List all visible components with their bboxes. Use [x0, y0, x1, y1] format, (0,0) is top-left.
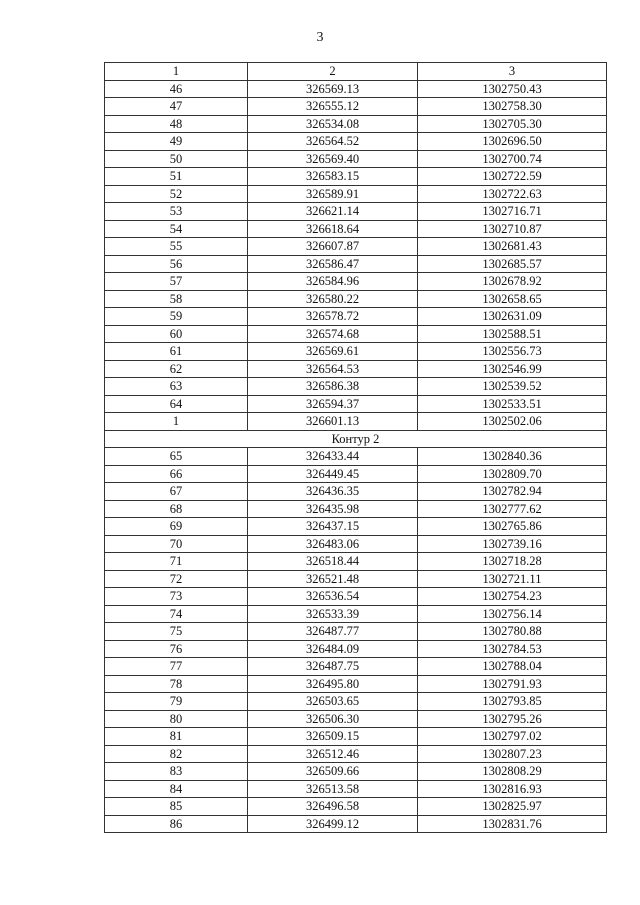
y-coordinate-cell: 1302716.71 — [418, 203, 607, 221]
x-coordinate-cell: 326495.80 — [248, 675, 418, 693]
point-number-cell: 81 — [105, 728, 248, 746]
point-number-cell: 65 — [105, 448, 248, 466]
table-row — [105, 448, 607, 466]
point-number-cell: 66 — [105, 465, 248, 483]
y-coordinate-cell: 1302739.16 — [418, 535, 607, 553]
point-number-cell: 82 — [105, 745, 248, 763]
x-coordinate-cell: 326569.61 — [248, 343, 418, 361]
y-coordinate-cell: 1302631.09 — [418, 308, 607, 326]
y-coordinate-cell: 1302502.06 — [418, 413, 607, 431]
y-coordinate-cell: 1302754.23 — [418, 588, 607, 606]
table-row — [105, 308, 607, 326]
table-row — [105, 675, 607, 693]
point-number-cell: 79 — [105, 693, 248, 711]
table-row — [105, 640, 607, 658]
x-coordinate-cell: 326586.38 — [248, 378, 418, 396]
x-coordinate-cell: 326580.22 — [248, 290, 418, 308]
x-coordinate-cell: 2 — [248, 63, 418, 81]
point-number-cell: 68 — [105, 500, 248, 518]
point-number-cell: 63 — [105, 378, 248, 396]
table-row — [105, 535, 607, 553]
point-number-cell: 50 — [105, 150, 248, 168]
x-coordinate-cell: 326449.45 — [248, 465, 418, 483]
table-row — [105, 693, 607, 711]
x-coordinate-cell: 326601.13 — [248, 413, 418, 431]
x-coordinate-cell: 326586.47 — [248, 255, 418, 273]
y-coordinate-cell: 1302765.86 — [418, 518, 607, 536]
table-row — [105, 518, 607, 536]
y-coordinate-cell: 1302533.51 — [418, 395, 607, 413]
y-coordinate-cell: 1302539.52 — [418, 378, 607, 396]
point-number-cell: 86 — [105, 815, 248, 833]
y-coordinate-cell: 1302705.30 — [418, 115, 607, 133]
table-row — [105, 255, 607, 273]
y-coordinate-cell: 1302700.74 — [418, 150, 607, 168]
table-row — [105, 745, 607, 763]
table-row — [105, 203, 607, 221]
table-row — [105, 413, 607, 431]
y-coordinate-cell: 1302797.02 — [418, 728, 607, 746]
point-number-cell: 83 — [105, 763, 248, 781]
x-coordinate-cell: 326483.06 — [248, 535, 418, 553]
point-number-cell: 74 — [105, 605, 248, 623]
y-coordinate-cell: 1302831.76 — [418, 815, 607, 833]
table-row — [105, 185, 607, 203]
table-row — [105, 728, 607, 746]
table-row — [105, 500, 607, 518]
x-coordinate-cell: 326578.72 — [248, 308, 418, 326]
y-coordinate-cell: 1302793.85 — [418, 693, 607, 711]
y-coordinate-cell: 1302658.65 — [418, 290, 607, 308]
y-coordinate-cell: 1302777.62 — [418, 500, 607, 518]
y-coordinate-cell: 1302546.99 — [418, 360, 607, 378]
table-row — [105, 325, 607, 343]
y-coordinate-cell: 1302825.97 — [418, 798, 607, 816]
y-coordinate-cell: 1302721.11 — [418, 570, 607, 588]
point-number-cell: 57 — [105, 273, 248, 291]
x-coordinate-cell: 326574.68 — [248, 325, 418, 343]
x-coordinate-cell: 326555.12 — [248, 98, 418, 116]
y-coordinate-cell: 1302588.51 — [418, 325, 607, 343]
y-coordinate-cell: 1302780.88 — [418, 623, 607, 641]
y-coordinate-cell: 1302722.59 — [418, 168, 607, 186]
x-coordinate-cell: 326533.39 — [248, 605, 418, 623]
table-row — [105, 80, 607, 98]
point-number-cell: 70 — [105, 535, 248, 553]
x-coordinate-cell: 326564.53 — [248, 360, 418, 378]
table-row — [105, 815, 607, 833]
x-coordinate-cell: 326513.58 — [248, 780, 418, 798]
table-row — [105, 623, 607, 641]
point-number-cell: 59 — [105, 308, 248, 326]
y-coordinate-cell: 1302758.30 — [418, 98, 607, 116]
x-coordinate-cell: 326503.65 — [248, 693, 418, 711]
x-coordinate-cell: 326536.54 — [248, 588, 418, 606]
y-coordinate-cell: 1302710.87 — [418, 220, 607, 238]
y-coordinate-cell: 1302718.28 — [418, 553, 607, 571]
table-row — [105, 658, 607, 676]
y-coordinate-cell: 1302681.43 — [418, 238, 607, 256]
table-row — [105, 220, 607, 238]
point-number-cell: 1 — [105, 413, 248, 431]
y-coordinate-cell: 1302750.43 — [418, 80, 607, 98]
y-coordinate-cell: 1302808.29 — [418, 763, 607, 781]
point-number-cell: 80 — [105, 710, 248, 728]
table-row — [105, 798, 607, 816]
table-row — [105, 98, 607, 116]
point-number-cell: 69 — [105, 518, 248, 536]
point-number-cell: 85 — [105, 798, 248, 816]
x-coordinate-cell: 326487.75 — [248, 658, 418, 676]
y-coordinate-cell: 1302788.04 — [418, 658, 607, 676]
y-coordinate-cell: 1302809.70 — [418, 465, 607, 483]
point-number-cell: 73 — [105, 588, 248, 606]
point-number-cell: 48 — [105, 115, 248, 133]
point-number-cell: 56 — [105, 255, 248, 273]
contour-2-label: Контур 2 — [105, 430, 607, 448]
coordinates-table-body — [105, 63, 607, 833]
point-number-cell: 62 — [105, 360, 248, 378]
point-number-cell: 46 — [105, 80, 248, 98]
y-coordinate-cell: 1302722.63 — [418, 185, 607, 203]
table-row — [105, 133, 607, 151]
table-row — [105, 378, 607, 396]
point-number-cell: 49 — [105, 133, 248, 151]
table-row — [105, 763, 607, 781]
column-header-row — [105, 63, 607, 81]
point-number-cell: 78 — [105, 675, 248, 693]
x-coordinate-cell: 326436.35 — [248, 483, 418, 501]
x-coordinate-cell: 326521.48 — [248, 570, 418, 588]
coordinates-table — [104, 62, 607, 833]
table-row — [105, 570, 607, 588]
x-coordinate-cell: 326433.44 — [248, 448, 418, 466]
x-coordinate-cell: 326518.44 — [248, 553, 418, 571]
point-number-cell: 84 — [105, 780, 248, 798]
x-coordinate-cell: 326437.15 — [248, 518, 418, 536]
point-number-cell: 54 — [105, 220, 248, 238]
table-row — [105, 395, 607, 413]
x-coordinate-cell: 326583.15 — [248, 168, 418, 186]
y-coordinate-cell: 3 — [418, 63, 607, 81]
point-number-cell: 58 — [105, 290, 248, 308]
point-number-cell: 64 — [105, 395, 248, 413]
page-number: 3 — [316, 30, 324, 45]
y-coordinate-cell: 1302840.36 — [418, 448, 607, 466]
y-coordinate-cell: 1302816.93 — [418, 780, 607, 798]
y-coordinate-cell: 1302791.93 — [418, 675, 607, 693]
x-coordinate-cell: 326484.09 — [248, 640, 418, 658]
table-row — [105, 553, 607, 571]
point-number-cell: 76 — [105, 640, 248, 658]
y-coordinate-cell: 1302795.26 — [418, 710, 607, 728]
x-coordinate-cell: 326589.91 — [248, 185, 418, 203]
table-row — [105, 483, 607, 501]
x-coordinate-cell: 326487.77 — [248, 623, 418, 641]
x-coordinate-cell: 326506.30 — [248, 710, 418, 728]
table-row — [105, 150, 607, 168]
x-coordinate-cell: 326499.12 — [248, 815, 418, 833]
x-coordinate-cell: 326621.14 — [248, 203, 418, 221]
x-coordinate-cell: 326618.64 — [248, 220, 418, 238]
table-row — [105, 238, 607, 256]
table-row — [105, 290, 607, 308]
point-number-cell: 75 — [105, 623, 248, 641]
x-coordinate-cell: 326435.98 — [248, 500, 418, 518]
y-coordinate-cell: 1302784.53 — [418, 640, 607, 658]
x-coordinate-cell: 326534.08 — [248, 115, 418, 133]
table-row — [105, 343, 607, 361]
point-number-cell: 1 — [105, 63, 248, 81]
table-row — [105, 360, 607, 378]
table-row — [105, 168, 607, 186]
point-number-cell: 72 — [105, 570, 248, 588]
x-coordinate-cell: 326564.52 — [248, 133, 418, 151]
x-coordinate-cell: 326569.40 — [248, 150, 418, 168]
x-coordinate-cell: 326496.58 — [248, 798, 418, 816]
table-row — [105, 588, 607, 606]
point-number-cell: 53 — [105, 203, 248, 221]
table-row — [105, 780, 607, 798]
x-coordinate-cell: 326607.87 — [248, 238, 418, 256]
table-row — [105, 115, 607, 133]
x-coordinate-cell: 326569.13 — [248, 80, 418, 98]
point-number-cell: 60 — [105, 325, 248, 343]
table-row — [105, 273, 607, 291]
point-number-cell: 47 — [105, 98, 248, 116]
x-coordinate-cell: 326584.96 — [248, 273, 418, 291]
x-coordinate-cell: 326512.46 — [248, 745, 418, 763]
point-number-cell: 51 — [105, 168, 248, 186]
x-coordinate-cell: 326509.66 — [248, 763, 418, 781]
y-coordinate-cell: 1302556.73 — [418, 343, 607, 361]
table-row — [105, 465, 607, 483]
point-number-cell: 52 — [105, 185, 248, 203]
y-coordinate-cell: 1302782.94 — [418, 483, 607, 501]
point-number-cell: 61 — [105, 343, 248, 361]
point-number-cell: 77 — [105, 658, 248, 676]
y-coordinate-cell: 1302696.50 — [418, 133, 607, 151]
x-coordinate-cell: 326594.37 — [248, 395, 418, 413]
table-row — [105, 710, 607, 728]
y-coordinate-cell: 1302807.23 — [418, 745, 607, 763]
point-number-cell: 67 — [105, 483, 248, 501]
contour-heading-row — [105, 430, 607, 448]
y-coordinate-cell: 1302678.92 — [418, 273, 607, 291]
point-number-cell: 71 — [105, 553, 248, 571]
y-coordinate-cell: 1302685.57 — [418, 255, 607, 273]
x-coordinate-cell: 326509.15 — [248, 728, 418, 746]
point-number-cell: 55 — [105, 238, 248, 256]
table-row — [105, 605, 607, 623]
y-coordinate-cell: 1302756.14 — [418, 605, 607, 623]
